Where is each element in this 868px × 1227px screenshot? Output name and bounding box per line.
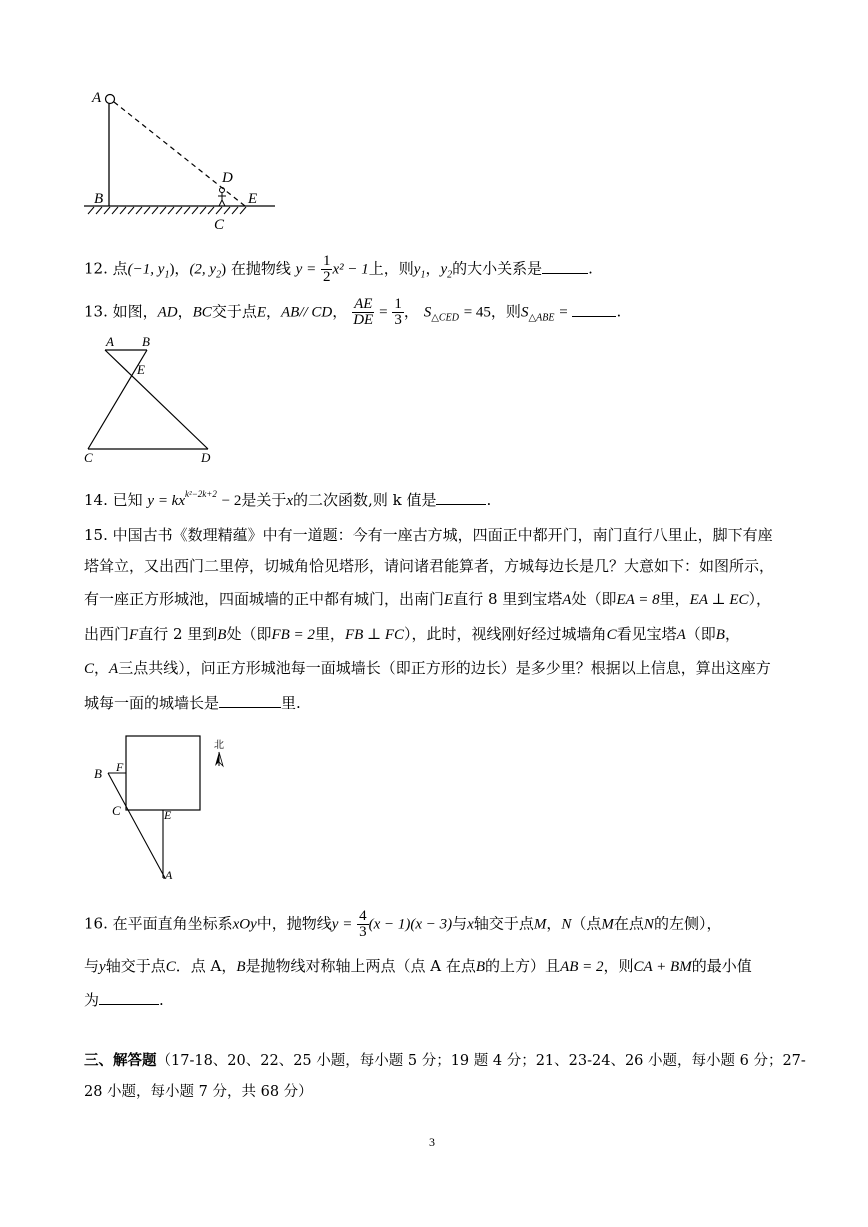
fig11-label-d: D xyxy=(222,170,233,186)
fig11-label-a: A xyxy=(92,90,102,106)
answer-blank-12[interactable] xyxy=(542,273,588,274)
question-15-line-4: 出西门F直行 2 里到B处（即FB = 2里，FB ⊥ FC），此时，视线刚好经过城墙角C看见宝塔A（即B， xyxy=(84,625,740,643)
section-3-title: 三、解答题 xyxy=(84,1052,157,1069)
section-3-header: 三、解答题（17-18、20、22、25 小题，每小题 5 分；19 题 4 分；21、23-24、26 小题，每小题 6 分；27- xyxy=(84,1052,806,1069)
question-15-line-5: C，A三点共线），问正方形城池每一面城墙长（即正方形的边长）是多少里？根据以上信息，算出这座方 xyxy=(84,659,771,677)
fig15-label-b: B xyxy=(94,766,102,781)
question-14: 14. 已知 $y = kx^{k^2-2k+2} - 2$是关于x的二次函数,则 k 值是 . xyxy=(84,489,492,509)
fig13-label-b: B xyxy=(142,334,150,349)
question-15-line-3: 有一座正方形城池，四面城墙的正中都有城门，出南门E直行 8 里到宝塔A处（即EA = 8里，EA ⊥ EC）， xyxy=(84,590,772,608)
answer-blank-13[interactable] xyxy=(572,316,616,317)
fig15-label-a: A xyxy=(165,868,173,882)
question-16-line-3: 为 . xyxy=(84,991,164,1009)
answer-blank-14[interactable] xyxy=(436,504,486,505)
fig15-label-c: C xyxy=(112,803,121,818)
fig15-label-e: E xyxy=(164,808,172,822)
question-13: 13. 如图，AD，BC交于点E，AB// CD， $\frac{AE}{DE}$ = $\frac{1}{3}$ ， $S_{\triangle CED} = 45$，则$S_{\triangle ABE}$ = . xyxy=(84,296,622,328)
fig13-label-d: D xyxy=(201,450,211,465)
page-number: 3 xyxy=(429,1135,435,1149)
question-16-line-1: 16. 在平面直角坐标系xOy中，抛物线y = $\frac{4}{3}$ (x − 1)(x − 3)与x轴交于点M，N（点M在点N的左侧）， xyxy=(84,908,722,940)
fig13-label-e: E xyxy=(137,362,145,377)
question-15-line-1: 15. 中国古书《数理精蕴》中有一道题：今有一座古方城，四面正中都开门，南门直行八里止，脚下有座 xyxy=(84,526,773,544)
section-3-header-line-2: 28 小题，每小题 7 分，共 68 分） xyxy=(84,1084,313,1100)
fraction-four-thirds: $\frac{4}{3}$ xyxy=(359,908,367,940)
answer-blank-15[interactable] xyxy=(219,707,281,708)
question-15-line-6: 城每一面的城墙长是 里. xyxy=(84,694,301,712)
fraction-one-third: $\frac{1}{3}$ xyxy=(394,296,402,328)
fig11-label-c: C xyxy=(214,217,225,233)
figure-11-diagram xyxy=(80,85,280,235)
question-16-line-2: 与y轴交于点C．点 A，B是抛物线对称轴上两点（点 A 在点B的上方）且AB = 2，则CA + BM的最小值 xyxy=(84,957,752,975)
figure-13-diagram xyxy=(80,345,220,455)
fraction-ae-de: $\frac{AE}{DE}$ xyxy=(353,296,374,328)
question-12: 12. 点(−1, $y_1$)，(2, $y_2$) 在抛物线 y = $\frac{1}{2}$ x² − 1上，则$y_1$，$y_2$的大小关系是 . xyxy=(84,253,593,285)
north-label: 北 xyxy=(214,740,224,751)
fig13-label-c: C xyxy=(84,450,93,465)
fig15-label-f: F xyxy=(116,760,124,774)
fig11-label-e: E xyxy=(248,191,258,207)
answer-blank-16[interactable] xyxy=(99,1004,159,1005)
question-15-line-2: 塔耸立，又出西门二里停，切城角恰见塔形，请问诸君能算者，方城每边长是几？大意如下：如图所示， xyxy=(84,557,775,575)
fraction-half: $\frac{1}{2}$ xyxy=(322,253,331,285)
fig11-label-b: B xyxy=(94,191,104,207)
fig13-label-a: A xyxy=(106,334,114,349)
